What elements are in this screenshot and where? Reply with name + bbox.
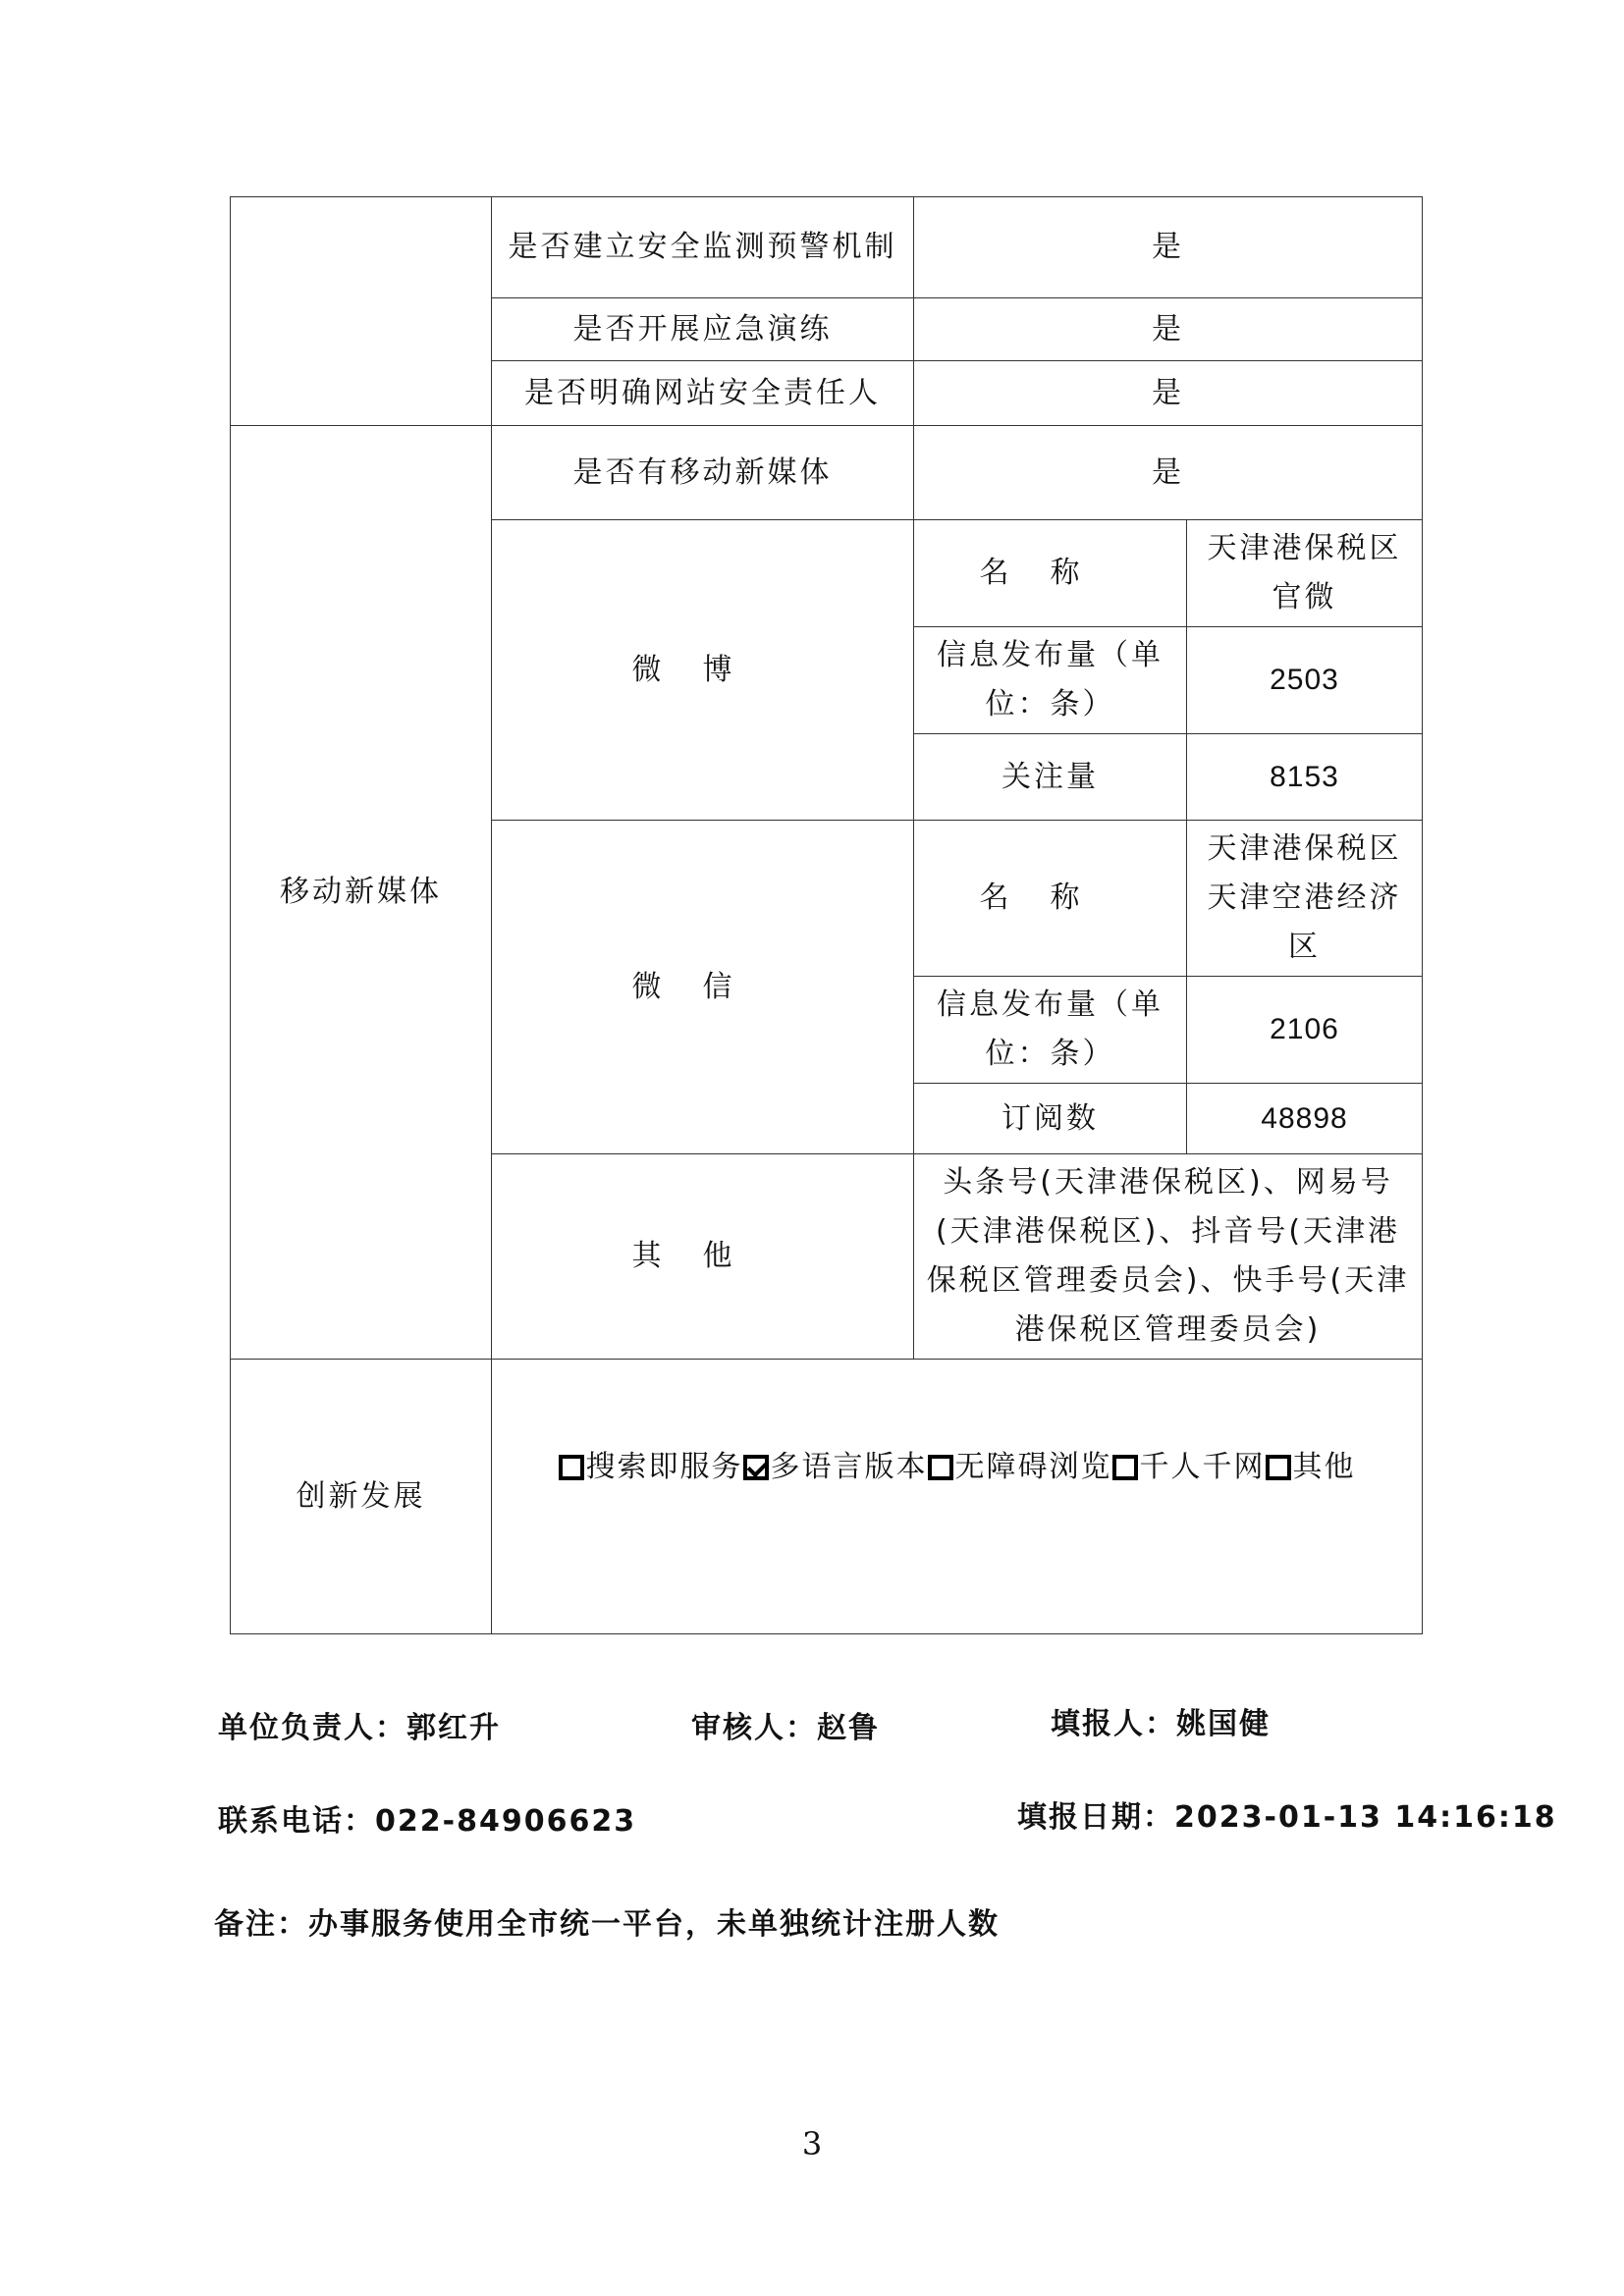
has-mobile-label: 是否有移动新媒体 <box>492 426 914 520</box>
option-personalized[interactable] <box>1112 1443 1266 1492</box>
option-multilingual[interactable] <box>743 1443 928 1492</box>
other-media-label: 其他 <box>492 1154 914 1360</box>
checked-checkbox-icon[interactable] <box>743 1455 769 1480</box>
checkbox-icon[interactable] <box>1266 1455 1291 1480</box>
reviewer: 审核人：赵鲁 <box>691 1711 880 1745</box>
option-search-as-service[interactable] <box>559 1443 743 1492</box>
report-date: 填报日期：2023-01-13 14:16:18 <box>1017 1800 1557 1835</box>
weibo-followers-value: 8153 <box>1187 734 1423 821</box>
checkbox-icon[interactable] <box>559 1455 584 1480</box>
weibo-posts-label: 信息发布量（单位：条） <box>914 627 1187 734</box>
security-officer-label: 是否明确网站安全责任人 <box>492 361 914 426</box>
security-officer-value: 是 <box>914 361 1423 426</box>
weibo-label: 微博 <box>492 520 914 821</box>
checkbox-icon[interactable] <box>928 1455 953 1480</box>
wechat-subs-value: 48898 <box>1187 1084 1423 1154</box>
weibo-followers-label: 关注量 <box>914 734 1187 821</box>
remark: 备注：办事服务使用全市统一平台，未单独统计注册人数 <box>214 1907 1000 1942</box>
wechat-label: 微信 <box>492 821 914 1154</box>
page-number: 3 <box>801 2125 823 2163</box>
option-accessibility[interactable] <box>928 1443 1112 1492</box>
has-mobile-value: 是 <box>914 426 1423 520</box>
security-section-label-cell <box>231 197 492 426</box>
report-table <box>230 196 1423 1634</box>
other-media-value: 头条号(天津港保税区)、网易号(天津港保税区)、抖音号(天津港保税区管理委员会)、快手号(天津港保税区管理委员会) <box>914 1154 1423 1360</box>
weibo-name-value: 天津港保税区官微 <box>1187 520 1423 627</box>
wechat-name-label: 名称 <box>914 821 1187 977</box>
innovation-options <box>492 1360 1423 1634</box>
weibo-posts-value: 2503 <box>1187 627 1423 734</box>
option-label: 无障碍浏览 <box>954 1450 1112 1484</box>
wechat-subs-label: 订阅数 <box>914 1084 1187 1154</box>
option-other[interactable] <box>1266 1443 1356 1492</box>
option-label: 多语言版本 <box>770 1450 928 1484</box>
mobile-section-label: 移动新媒体 <box>231 426 492 1360</box>
wechat-name-value: 天津港保税区天津空港经济区 <box>1187 821 1423 977</box>
contact-phone: 联系电话：022-84906623 <box>218 1804 637 1839</box>
unit-head: 单位负责人：郭红升 <box>218 1711 501 1745</box>
wechat-posts-value: 2106 <box>1187 977 1423 1084</box>
weibo-name-label: 名称 <box>914 520 1187 627</box>
innovation-label: 创新发展 <box>231 1360 492 1634</box>
option-label: 搜索即服务 <box>585 1450 743 1484</box>
option-label: 其他 <box>1292 1450 1356 1484</box>
option-label: 千人千网 <box>1139 1450 1266 1484</box>
emergency-drill-value: 是 <box>914 298 1423 361</box>
emergency-drill-label: 是否开展应急演练 <box>492 298 914 361</box>
filler: 填报人：姚国健 <box>1051 1707 1271 1741</box>
security-monitoring-value: 是 <box>914 197 1423 298</box>
wechat-posts-label: 信息发布量（单位：条） <box>914 977 1187 1084</box>
checkbox-icon[interactable] <box>1112 1455 1138 1480</box>
security-monitoring-label: 是否建立安全监测预警机制 <box>492 197 914 298</box>
